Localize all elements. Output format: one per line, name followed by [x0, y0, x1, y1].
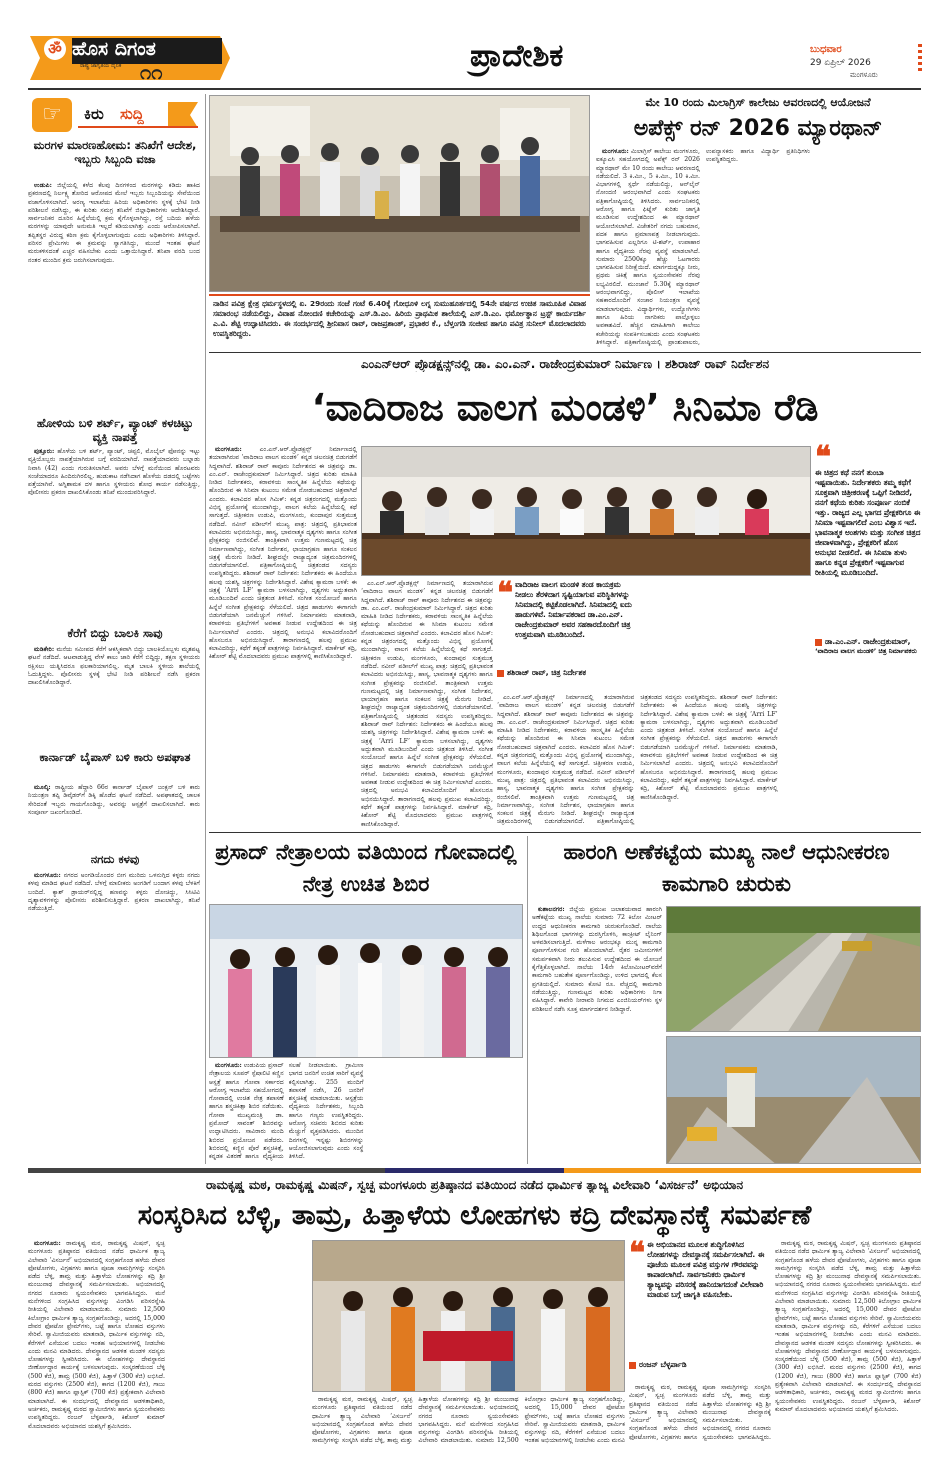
cinema-quote-2-text: ವಾದಿರಾಜ ವಾಲಗ ಮಂಡಳಿ ತಂಡ ಕಾಯಕ್ರಮ ನೀಡಲು ತೆರಳಿದಾಗ ಸೃಷ್ಟಿಯಾಗುವ ಪರಿಸ್ಥಿತಿಗಳನ್ನು ಸಿನಿಮಾದಲ್ಲಿ ಕಟ್ಟಿಕೊಡಲಾಗಿದೆ. ಸಿನಿಮಾದಲ್ಲಿ ಐದು ಹಾಡುಗಳಿವೆ. ನಿರ್ಮಾಪಕರಾದ ಡಾ.ಎಂ.ಎನ್. ರಾಜೇಂದ್ರಕುಮಾರ್ ಅವರ ಸಹಕಾರದೊಂದಿಗೆ ಚಿತ್ರ ಉತ್ತಮವಾಗಿ ಮೂಡಿಬಂದಿದೆ. [515, 580, 632, 639]
newspaper-logo: ಹೊಸ ದಿಗಂತ [72, 38, 156, 60]
cinema-body-lower: ಎಂ.ಎನ್.ಆರ್.ಪ್ರೊಡಕ್ಷನ್ಸ್ ನಿರ್ಮಾಣದಲ್ಲಿ ತಯಾರಾಗಿರುವ ‘ವಾದಿರಾಜ ವಾಲಗ ಮಂಡಳಿ’ ಕನ್ನಡ ಚಲನಚಿತ್ರ ಬಿಡುಗಡೆಗೆ ಸಿದ್ಧವಾಗಿದೆ. ಶಶಿರಾಜ್ ರಾವ್ ಕಾವೂರು ನಿರ್ದೇಶನದ ಈ ಚಿತ್ರವನ್ನು ಡಾ. ಎಂ.ಎನ್. ರಾಜೇಂದ್ರಕುಮಾರ್ ನಿರ್ಮಿಸಿದ್ದಾರೆ. ಚಿತ್ರದ ಕುರಿತು ಮಾಹಿತಿ ನೀಡಿದ ನಿರ್ದೇಶಕರು, ಕರಾವಳಿಯ ಸಾಂಸ್ಕೃತಿಕ ಹಿನ್ನೆಲೆಯ ಕಥೆಯನ್ನು ಹೊಂದಿರುವ ಈ ಸಿನಿಮಾ ಕುಟುಂಬ ಸಮೇತ ನೋಡಬಹುದಾದ ಚಿತ್ರವಾಗಿದೆ ಎಂದರು. ಕಲಾವಿದರ ಹೊಸ ಗಿಮಿಕ್: ಕನ್ನಡ ಚಿತ್ರರಂಗದಲ್ಲಿ ಮತ್ತೊಂದು ವಿಭಿನ್ನ ಪ್ರಯೋಗಕ್ಕೆ ಮುಂದಾಗಿದ್ದು, ವಾಲಗ ಕಲೆಯ ಹಿನ್ನೆಲೆಯಲ್ಲಿ ಕಥೆ ಸಾಗುತ್ತದೆ. ಚಿತ್ರೀಕರಣ ಉಡುಪಿ, ಮಂಗಳೂರು, ಕುಂದಾಪುರ ಸುತ್ತಮುತ್ತ ನಡೆದಿದೆ. ನವೀನ್ ಪಡೀಲ್‌ಗೆ ಮುಖ್ಯ ಪಾತ್ರ: ಚಿತ್ರದಲ್ಲಿ ಪ್ರತಿಭಾವಂತ ಕಲಾವಿದರು ಅಭಿನಯಿಸಿದ್ದು, ಹಾಸ್ಯ, ಭಾವನಾತ್ಮಕ ದೃಶ್ಯಗಳು ಹಾಗೂ ಸಂಗೀತ ಪ್ರೇಕ್ಷಕರನ್ನು ರಂಜಿಸಲಿವೆ. ತಾಂತ್ರಿಕವಾಗಿ ಉತ್ತಮ ಗುಣಮಟ್ಟದಲ್ಲಿ ಚಿತ್ರ ನಿರ್ಮಾಣವಾಗಿದ್ದು, ಸಂಗೀತ ನಿರ್ದೇಶನ, ಛಾಯಾಗ್ರಹಣ ಹಾಗೂ ಸಂಕಲನ ಚಿತ್ರಕ್ಕೆ ಮೆರುಗು ನೀಡಿದೆ. ಶೀಘ್ರದಲ್ಲೇ ರಾಜ್ಯಾದ್ಯಂತ ಚಿತ್ರಮಂದಿರಗಳಲ್ಲಿ ಬಿಡುಗಡೆಯಾಗಲಿದೆ. ಪತ್ರಿಕಾಗೋಷ್ಠಿಯಲ್ಲಿ ಚಿತ್ರತಂಡದ ಸದಸ್ಯರು ಉಪಸ್ಥಿತರಿದ್ದರು. ಶಶಿರಾಜ್ ರಾವ್ ನಿರ್ದೇಶನ: ನಿರ್ದೇಶಕರು ಈ ಹಿಂದೆಯೂ ಹಲವು ಯಶಸ್ವಿ ಚಿತ್ರಗಳನ್ನು ನಿರ್ದೇಶಿಸಿದ್ದಾರೆ. ವಿಶೇಷ ಕ್ಯಾಮರಾ ಬಳಕೆ: ಈ ಚಿತ್ರಕ್ಕೆ ‘Arri LF’ ಕ್ಯಾಮರಾ ಬಳಸಲಾಗಿದ್ದು, ದೃಶ್ಯಗಳು ಅದ್ಭುತವಾಗಿ ಮೂಡಿಬಂದಿವೆ ಎಂದು ಚಿತ್ರತಂಡ ತಿಳಿಸಿದೆ. ಸಂಗೀತ ಸಂಯೋಜನೆ ಹಾಗೂ ಹಿನ್ನೆಲೆ ಸಂಗೀತ ಪ್ರೇಕ್ಷಕರನ್ನು ಸೆಳೆಯಲಿದೆ. ಚಿತ್ರದ ಹಾಡುಗಳು ಈಗಾಗಲೇ ಬಿಡುಗಡೆಯಾಗಿ ಜನಮೆಚ್ಚುಗೆ ಗಳಿಸಿವೆ. ನಿರ್ಮಾಪಕರು ಮಾತನಾಡಿ, ಕರಾವಳಿಯ ಪ್ರತಿಭೆಗಳಿಗೆ ಅವಕಾಶ ನೀಡುವ ಉದ್ದೇಶದಿಂದ ಈ ಚಿತ್ರ ನಿರ್ಮಿಸಲಾಗಿದೆ ಎಂದರು. ಚಿತ್ರದಲ್ಲಿ ಅನುಭವಿ ಕಲಾವಿದರೊಂದಿಗೆ ಹೊಸಬರೂ ಅಭಿನಯಿಸಿದ್ದಾರೆ. ತಾರಾಗಣದಲ್ಲಿ ಹಲವು ಪ್ರಮುಖ ಕಲಾವಿದರಿದ್ದು, ಕಥೆಗೆ ತಕ್ಕಂತೆ ಪಾತ್ರಗಳನ್ನು ನಿರ್ವಹಿಸಿದ್ದಾರೆ. ಮಾರ್ಕೆಟ್ ಕದ್ರಿ, ಕಿಶೋರ್ ಶೆಟ್ಟಿ ಮೊದಲಾದವರು ಪ್ರಮುಖ ಪಾತ್ರಗಳಲ್ಲಿ ಕಾಣಿಸಿಕೊಂಡಿದ್ದಾರೆ. [497, 694, 778, 826]
cinema-quote-1-credit: ಡಾ.ಎಂ.ಎನ್. ರಾಜೇಂದ್ರಕುಮಾರ್, [815, 637, 921, 647]
harangi-photo-canal [666, 906, 921, 1032]
ramakrishna-quote [629, 1236, 771, 1380]
brief-body-5: ಮಂಗಳೂರು: ನಗರದ ಅಂಗಡಿಯೊಂದರ ಬೀಗ ಮುರಿದು ಒಳನುಗ್ಗಿದ ಕಳ್ಳರು ನಗದು ಕಳವು ಮಾಡಿದ ಘಟನೆ ನಡೆದಿದೆ. ಬೆಳಗ್ಗೆ ಮಾಲೀಕರು ಅಂಗಡಿಗೆ ಬಂದಾಗ ಕಳವು ಬೆಳಕಿಗೆ ಬಂದಿದೆ. ಕ್ಯಾಶ್ ಡ್ರಾಯರ್‌ನಲ್ಲಿದ್ದ ಹಣವನ್ನು ಕಳ್ಳರು ದೋಚಿದ್ದು, ಸಿಸಿಟಿವಿ ದೃಶ್ಯಾವಳಿಗಳನ್ನು ಪೊಲೀಸರು ಪರಿಶೀಲಿಸುತ್ತಿದ್ದಾರೆ. ಪ್ರಕರಣ ದಾಖಲಾಗಿದ್ದು, ತನಿಖೆ ನಡೆಯುತ್ತಿದೆ. [28, 872, 200, 913]
eye-camp-body: ಮಂಗಳೂರು: ಉಡುಪಿಯ ಪ್ರಸಾದ್ ನೇತ್ರಾಲಯ ಸೂಪರ್ ಸ್ಪೆಷಾಲಿಟಿ ಕಣ್ಣಿನ ಆಸ್ಪತ್ರೆ ಹಾಗೂ ಗೋವಾ ಸರ್ಕಾರದ ಆರೋಗ್ಯ ಇಲಾಖೆಯ ಸಹಯೋಗದಲ್ಲಿ ಗೋವಾದಲ್ಲಿ ಉಚಿತ ನೇತ್ರ ತಪಾಸಣೆ ಹಾಗೂ ಶಸ್ತ್ರಚಿಕಿತ್ಸಾ ಶಿಬಿರ ನಡೆಯಿತು. ಗೋವಾ ಮುಖ್ಯಮಂತ್ರಿ ಡಾ. ಪ್ರಮೋದ್ ಸಾವಂತ್ ಶಿಬಿರವನ್ನು ಉದ್ಘಾಟಿಸಿದರು. ಸಾವಿರಾರು ಮಂದಿ ಶಿಬಿರದ ಪ್ರಯೋಜನ ಪಡೆದರು. ಶಿಬಿರದಲ್ಲಿ ಕಣ್ಣಿನ ಪೊರೆ ಶಸ್ತ್ರಚಿಕಿತ್ಸೆ, ಕನ್ನಡಕ ವಿತರಣೆ ಹಾಗೂ ವೈದ್ಯಕೀಯ ಸಲಹೆ ನೀಡಲಾಯಿತು. ಗ್ರಾಮೀಣ ಭಾಗದ ಜನರಿಗೆ ಉಚಿತ ಸಾರಿಗೆ ವ್ಯವಸ್ಥೆ ಕಲ್ಪಿಸಲಾಗಿತ್ತು. 255 ಮಂದಿಗೆ ತಪಾಸಣೆ ನಡೆಸಿ, 26 ಜನರಿಗೆ ಶಸ್ತ್ರಚಿಕಿತ್ಸೆ ಮಾಡಲಾಯಿತು. ಆಸ್ಪತ್ರೆಯ ವೈದ್ಯಕೀಯ ನಿರ್ದೇಶಕರು, ಸಿಬ್ಬಂದಿ ಹಾಗೂ ಗಣ್ಯರು ಉಪಸ್ಥಿತರಿದ್ದರು. ಆರೋಗ್ಯ ಸಚಿವರು ಶಿಬಿರದ ಕುರಿತು ಮೆಚ್ಚುಗೆ ವ್ಯಕ್ತಪಡಿಸಿದರು. ಮುಂದಿನ ದಿನಗಳಲ್ಲಿ ಇನ್ನಷ್ಟು ಶಿಬಿರಗಳನ್ನು ಆಯೋಜಿಸಲಾಗುವುದು ಎಂದು ಸಂಸ್ಥೆ ತಿಳಿಸಿದೆ. [209, 1062, 364, 1161]
brief-body-4: ಮೂಲ್ಕಿ: ರಾಷ್ಟ್ರೀಯ ಹೆದ್ದಾರಿ 66ರ ಕಾರ್ನಾಡ್ ಬೈಪಾಸ್ ಜಂಕ್ಷನ್ ಬಳಿ ಕಾರು ನಿಯಂತ್ರಣ ತಪ್ಪಿ ಡಿವೈಡರ್‌ಗೆ ಡಿಕ್ಕಿ ಹೊಡೆದ ಘಟನೆ ನಡೆದಿದೆ. ಅಪಘಾತದಲ್ಲಿ ಚಾಲಕ ಸೇರಿದಂತೆ ಇಬ್ಬರು ಗಾಯಗೊಂಡಿದ್ದು, ಅವರನ್ನು ಆಸ್ಪತ್ರೆಗೆ ದಾಖಲಿಸಲಾಗಿದೆ. ಕಾರು ಸಂಪೂರ್ಣ ಜಖಂಗೊಂಡಿದೆ. [28, 784, 200, 816]
newspaper-tagline: ರಾಷ್ಟ್ರ ಜಾಗೃತಿಯ ದೈನಿಕ [80, 63, 122, 69]
brief-body-1: ಉಡುಪಿ: ಜಿಲ್ಲೆಯಲ್ಲಿ ಕಳೆದ ಕೆಲವು ದಿನಗಳಿಂದ ಮರಗಳನ್ನು ಕಡಿದು ಹಾಕಿದ ಪ್ರಕರಣದಲ್ಲಿ ನಿರ್ಲಕ್ಷ್ಯ ತೋರಿದ ಆರೋಪದ ಮೇಲೆ ಇಬ್ಬರು ಸಿಬ್ಬಂದಿಯನ್ನು ಸೇವೆಯಿಂದ ವಜಾಗೊಳಿಸಲಾಗಿದೆ. ಅರಣ್ಯ ಇಲಾಖೆಯ ಹಿರಿಯ ಅಧಿಕಾರಿಗಳು ಸ್ಥಳಕ್ಕೆ ಭೇಟಿ ನೀಡಿ ಪರಿಶೀಲನೆ ನಡೆಸಿದ್ದು, ಈ ಕುರಿತು ಸಮಗ್ರ ತನಿಖೆಗೆ ಜಿಲ್ಲಾಧಿಕಾರಿಗಳು ಆದೇಶಿಸಿದ್ದಾರೆ. ಸಾರ್ವಜನಿಕರ ದೂರಿನ ಹಿನ್ನೆಲೆಯಲ್ಲಿ ಕ್ರಮ ಕೈಗೊಳ್ಳಲಾಗಿದ್ದು, ರಸ್ತೆ ಬದಿಯ ಹಳೆಯ ಮರಗಳನ್ನು ಯಾವುದೇ ಅನುಮತಿ ಇಲ್ಲದೆ ಕಡಿಯಲಾಗಿತ್ತು ಎಂದು ಆರೋಪಿಸಲಾಗಿದೆ. ತಪ್ಪಿತಸ್ಥರ ವಿರುದ್ಧ ಕಠಿಣ ಕ್ರಮ ಕೈಗೊಳ್ಳಲಾಗುವುದು ಎಂದು ಅಧಿಕಾರಿಗಳು ತಿಳಿಸಿದ್ದಾರೆ. ಪರಿಸರ ಪ್ರೇಮಿಗಳು ಈ ಕ್ರಮವನ್ನು ಸ್ವಾಗತಿಸಿದ್ದು, ಮುಂದೆ ಇಂತಹ ಘಟನೆ ಮರುಕಳಿಸದಂತೆ ಎಚ್ಚರ ವಹಿಸಬೇಕು ಎಂದು ಒತ್ತಾಯಿಸಿದ್ದಾರೆ. ತನಿಖಾ ವರದಿ ಬಂದ ನಂತರ ಮುಂದಿನ ಕ್ರಮ ಜರುಗಿಸಲಾಗುವುದು. [28, 182, 200, 264]
eye-camp-headline: ಪ್ರಸಾದ್ ನೇತ್ರಾಲಯ ವತಿಯಿಂದ ಗೋವಾದಲ್ಲಿ ನೇತ್ರ ಉಚಿತ ಶಿಬಿರ [215, 840, 517, 896]
section-title: ಪ್ರಾದೇಶಿಕ [470, 38, 564, 74]
cinema-body-left: ಮಂಗಳೂರು: ಎಂ.ಎನ್.ಆರ್.ಪ್ರೊಡಕ್ಷನ್ಸ್ ನಿರ್ಮಾಣದಲ್ಲಿ ತಯಾರಾಗಿರುವ ‘ವಾದಿರಾಜ ವಾಲಗ ಮಂಡಳಿ’ ಕನ್ನಡ ಚಲನಚಿತ್ರ ಬಿಡುಗಡೆಗೆ ಸಿದ್ಧವಾಗಿದೆ. ಶಶಿರಾಜ್ ರಾವ್ ಕಾವೂರು ನಿರ್ದೇಶನದ ಈ ಚಿತ್ರವನ್ನು ಡಾ. ಎಂ.ಎನ್. ರಾಜೇಂದ್ರಕುಮಾರ್ ನಿರ್ಮಿಸಿದ್ದಾರೆ. ಚಿತ್ರದ ಕುರಿತು ಮಾಹಿತಿ ನೀಡಿದ ನಿರ್ದೇಶಕರು, ಕರಾವಳಿಯ ಸಾಂಸ್ಕೃತಿಕ ಹಿನ್ನೆಲೆಯ ಕಥೆಯನ್ನು ಹೊಂದಿರುವ ಈ ಸಿನಿಮಾ ಕುಟುಂಬ ಸಮೇತ ನೋಡಬಹುದಾದ ಚಿತ್ರವಾಗಿದೆ ಎಂದರು. ಕಲಾವಿದರ ಹೊಸ ಗಿಮಿಕ್: ಕನ್ನಡ ಚಿತ್ರರಂಗದಲ್ಲಿ ಮತ್ತೊಂದು ವಿಭಿನ್ನ ಪ್ರಯೋಗಕ್ಕೆ ಮುಂದಾಗಿದ್ದು, ವಾಲಗ ಕಲೆಯ ಹಿನ್ನೆಲೆಯಲ್ಲಿ ಕಥೆ ಸಾಗುತ್ತದೆ. ಚಿತ್ರೀಕರಣ ಉಡುಪಿ, ಮಂಗಳೂರು, ಕುಂದಾಪುರ ಸುತ್ತಮುತ್ತ ನಡೆದಿದೆ. ನವೀನ್ ಪಡೀಲ್‌ಗೆ ಮುಖ್ಯ ಪಾತ್ರ: ಚಿತ್ರದಲ್ಲಿ ಪ್ರತಿಭಾವಂತ ಕಲಾವಿದರು ಅಭಿನಯಿಸಿದ್ದು, ಹಾಸ್ಯ, ಭಾವನಾತ್ಮಕ ದೃಶ್ಯಗಳು ಹಾಗೂ ಸಂಗೀತ ಪ್ರೇಕ್ಷಕರನ್ನು ರಂಜಿಸಲಿವೆ. ತಾಂತ್ರಿಕವಾಗಿ ಉತ್ತಮ ಗುಣಮಟ್ಟದಲ್ಲಿ ಚಿತ್ರ ನಿರ್ಮಾಣವಾಗಿದ್ದು, ಸಂಗೀತ ನಿರ್ದೇಶನ, ಛಾಯಾಗ್ರಹಣ ಹಾಗೂ ಸಂಕಲನ ಚಿತ್ರಕ್ಕೆ ಮೆರುಗು ನೀಡಿದೆ. ಶೀಘ್ರದಲ್ಲೇ ರಾಜ್ಯಾದ್ಯಂತ ಚಿತ್ರಮಂದಿರಗಳಲ್ಲಿ ಬಿಡುಗಡೆಯಾಗಲಿದೆ. ಪತ್ರಿಕಾಗೋಷ್ಠಿಯಲ್ಲಿ ಚಿತ್ರತಂಡದ ಸದಸ್ಯರು ಉಪಸ್ಥಿತರಿದ್ದರು. ಶಶಿರಾಜ್ ರಾವ್ ನಿರ್ದೇಶನ: ನಿರ್ದೇಶಕರು ಈ ಹಿಂದೆಯೂ ಹಲವು ಯಶಸ್ವಿ ಚಿತ್ರಗಳನ್ನು ನಿರ್ದೇಶಿಸಿದ್ದಾರೆ. ವಿಶೇಷ ಕ್ಯಾಮರಾ ಬಳಕೆ: ಈ ಚಿತ್ರಕ್ಕೆ ‘Arri LF’ ಕ್ಯಾಮರಾ ಬಳಸಲಾಗಿದ್ದು, ದೃಶ್ಯಗಳು ಅದ್ಭುತವಾಗಿ ಮೂಡಿಬಂದಿವೆ ಎಂದು ಚಿತ್ರತಂಡ ತಿಳಿಸಿದೆ. ಸಂಗೀತ ಸಂಯೋಜನೆ ಹಾಗೂ ಹಿನ್ನೆಲೆ ಸಂಗೀತ ಪ್ರೇಕ್ಷಕರನ್ನು ಸೆಳೆಯಲಿದೆ. ಚಿತ್ರದ ಹಾಡುಗಳು ಈಗಾಗಲೇ ಬಿಡುಗಡೆಯಾಗಿ ಜನಮೆಚ್ಚುಗೆ ಗಳಿಸಿವೆ. ನಿರ್ಮಾಪಕರು ಮಾತನಾಡಿ, ಕರಾವಳಿಯ ಪ್ರತಿಭೆಗಳಿಗೆ ಅವಕಾಶ ನೀಡುವ ಉದ್ದೇಶದಿಂದ ಈ ಚಿತ್ರ ನಿರ್ಮಿಸಲಾಗಿದೆ ಎಂದರು. ಚಿತ್ರದಲ್ಲಿ ಅನುಭವಿ ಕಲಾವಿದರೊಂದಿಗೆ ಹೊಸಬರೂ ಅಭಿನಯಿಸಿದ್ದಾರೆ. ತಾರಾಗಣದಲ್ಲಿ ಹಲವು ಪ್ರಮುಖ ಕಲಾವಿದರಿದ್ದು, ಕಥೆಗೆ ತಕ್ಕಂತೆ ಪಾತ್ರಗಳನ್ನು ನಿರ್ವಹಿಸಿದ್ದಾರೆ. ಮಾರ್ಕೆಟ್ ಕದ್ರಿ, ಕಿಶೋರ್ ಶೆಟ್ಟಿ ಮೊದಲಾದವರು ಪ್ರಮುಖ ಪಾತ್ರಗಳಲ್ಲಿ ಕಾಣಿಸಿಕೊಂಡಿದ್ದಾರೆ. [209, 446, 357, 661]
ramakrishna-body-under-photo: ರಾಮಕೃಷ್ಣ ಮಠ, ರಾಮಕೃಷ್ಣ ಮಿಷನ್, ಸ್ವಚ್ಛ ಮಂಗಳೂರು ಪ್ರತಿಷ್ಠಾನದ ವತಿಯಿಂದ ನಡೆದ ಧಾರ್ಮಿಕ ತ್ಯಾಜ್ಯ ವಿಲೇವಾರಿ ‘ವಿಸರ್ಜನೆ’ ಅಭಿಯಾನದಲ್ಲಿ ಸಂಗ್ರಹಗೊಂಡ ಹಳೆಯ ದೇವರ ಫೋಟೋಗಳು, ವಿಗ್ರಹಗಳು ಹಾಗೂ ಪೂಜಾ ಸಾಮಗ್ರಿಗಳನ್ನು ಸಂಸ್ಕರಿಸಿ ಪಡೆದ ಬೆಳ್ಳಿ, ತಾಮ್ರ ಮತ್ತು ಹಿತ್ತಾಳೆಯ ಲೋಹಗಳನ್ನು ಕದ್ರಿ ಶ್ರೀ ಮಂಜುನಾಥ ದೇವಸ್ಥಾನಕ್ಕೆ ಸಮರ್ಪಿಸಲಾಯಿತು. ಅಭಿಯಾನದಲ್ಲಿ ನಗರದ ನೂರಾರು ಸ್ವಯಂಸೇವಕರು ಭಾಗವಹಿಸಿದ್ದರು. ಮನೆ ಮನೆಗಳಿಂದ ಸಂಗ್ರಹಿಸಿದ ವಸ್ತುಗಳನ್ನು ವಿಂಗಡಿಸಿ ಪರಿಸರಸ್ನೇಹಿ ರೀತಿಯಲ್ಲಿ ವಿಲೇವಾರಿ ಮಾಡಲಾಯಿತು. ಸುಮಾರು 12,500 ಕಿಲೋಗ್ರಾಂ ಧಾರ್ಮಿಕ ತ್ಯಾಜ್ಯ ಸಂಗ್ರಹಗೊಂಡಿದ್ದು, ಅದರಲ್ಲಿ 15,000 ದೇವರ ಫೋಟೋ ಫ್ರೇಮ್‌ಗಳು, ಬಟ್ಟೆ ಹಾಗೂ ಲೋಹದ ವಸ್ತುಗಳು ಸೇರಿವೆ. ಸ್ವಾಮೀಜಿಯವರು ಮಾತನಾಡಿ, ಧಾರ್ಮಿಕ ವಸ್ತುಗಳನ್ನು ನದಿ, ಕೆರೆಗಳಿಗೆ ಎಸೆಯುವ ಬದಲು ಇಂತಹ ಅಭಿಯಾನಗಳಲ್ಲಿ ನೀಡಬೇಕು ಎಂದು ಮನವಿ [312, 1396, 625, 1445]
marathon-headline: ಅಪೆಕ್ಸ್ ರನ್ 2026 ಮ್ಯಾರಥಾನ್ [633, 116, 883, 141]
marathon-kicker: ಮೇ 10 ರಂದು ಮಿಲಾಗ್ರಿಸ್ ಕಾಲೇಜು ಆವರಣದಲ್ಲಿ ಆಯೋಜನೆ [645, 96, 871, 109]
ramakrishna-quote-text: ಈ ಅಭಿಯಾನದ ಮೂಲಕ ಶುದ್ಧಿಗೊಳಿಸಿದ ಲೋಹಗಳನ್ನು ದೇವಸ್ಥಾನಕ್ಕೆ ಸಮರ್ಪಿಸಲಾಗಿದೆ. ಈ ಪೂಜೆಯ ಮೂಲಕ ಪವಿತ್ರ ವಸ್ತುಗಳ ಗೌರವವನ್ನು ಕಾಪಾಡಲಾಗಿದೆ. ಸಾರ್ವಜನಿಕರು ಧಾರ್ಮಿಕ ತ್ಯಾಜ್ಯವನ್ನು ಪರಿಸರಕ್ಕೆ ಹಾನಿಯಾಗದಂತೆ ವಿಲೇವಾರಿ ಮಾಡುವ ಬಗ್ಗೆ ಜಾಗೃತಿ ವಹಿಸಬೇಕು. [647, 1240, 765, 1299]
issue-city: ಮಂಗಳೂರು [850, 71, 878, 79]
quote-mark-icon: ❝ [815, 440, 832, 475]
ramakrishna-photo [312, 1240, 625, 1392]
briefs-header [28, 96, 202, 134]
marathon-body: ಮಂಗಳೂರು: ಮಿಲಾಗ್ರಿಸ್ ಕಾಲೇಜು ಮಂಗಳೂರು, ಐಕ್ಯೂಎಸಿ ಸಹಯೋಗದಲ್ಲಿ ಅಪೆಕ್ಸ್ ರನ್ 2026 ಮ್ಯಾರಥಾನ್ ಮೇ 10 ರಂದು ಕಾಲೇಜು ಆವರಣದಲ್ಲಿ ನಡೆಯಲಿದೆ. 3 ಕಿ.ಮೀ., 5 ಕಿ.ಮೀ., 10 ಕಿ.ಮೀ. ವಿಭಾಗಗಳಲ್ಲಿ ಸ್ಪರ್ಧೆ ನಡೆಯಲಿದ್ದು, ಆನ್‌ಲೈನ್ ನೋಂದಣಿ ಆರಂಭವಾಗಿದೆ ಎಂದು ಸಂಘಟಕರು ಪತ್ರಿಕಾಗೋಷ್ಠಿಯಲ್ಲಿ ತಿಳಿಸಿದರು. ಸಾರ್ವಜನಿಕರಲ್ಲಿ ಆರೋಗ್ಯ ಹಾಗೂ ಫಿಟ್ನೆಸ್ ಕುರಿತು ಜಾಗೃತಿ ಮೂಡಿಸುವ ಉದ್ದೇಶದಿಂದ ಈ ಮ್ಯಾರಥಾನ್ ಆಯೋಜಿಸಲಾಗಿದೆ. ವಿಜೇತರಿಗೆ ನಗದು ಬಹುಮಾನ, ಪದಕ ಹಾಗೂ ಪ್ರಮಾಣಪತ್ರ ನೀಡಲಾಗುವುದು. ಭಾಗವಹಿಸುವ ಎಲ್ಲರಿಗೂ ಟಿ-ಶರ್ಟ್, ಉಪಾಹಾರ ಹಾಗೂ ವೈದ್ಯಕೀಯ ನೆರವು ವ್ಯವಸ್ಥೆ ಮಾಡಲಾಗಿದೆ. ಸುಮಾರು 2500ಕ್ಕೂ ಹೆಚ್ಚು ಓಟಗಾರರು ಭಾಗವಹಿಸುವ ನಿರೀಕ್ಷೆಯಿದೆ. ಮಾರ್ಗದುದ್ದಕ್ಕೂ ನೀರು, ಪ್ರಥಮ ಚಿಕಿತ್ಸೆ ಹಾಗೂ ಸ್ವಯಂಸೇವಕರ ನೆರವು ಲಭ್ಯವಿರಲಿದೆ. ಮುಂಜಾನೆ 5.30ಕ್ಕೆ ಮ್ಯಾರಥಾನ್ ಆರಂಭವಾಗಲಿದ್ದು, ಪೊಲೀಸ್ ಇಲಾಖೆಯ ಸಹಕಾರದೊಂದಿಗೆ ಸಂಚಾರ ನಿಯಂತ್ರಣ ವ್ಯವಸ್ಥೆ ಮಾಡಲಾಗುವುದು. ವಿದ್ಯಾರ್ಥಿಗಳು, ಉದ್ಯೋಗಿಗಳು ಹಾಗೂ ಹಿರಿಯ ನಾಗರಿಕರು ಪಾಲ್ಗೊಳ್ಳಲು ಅವಕಾಶವಿದೆ. ಹೆಚ್ಚಿನ ಮಾಹಿತಿಗಾಗಿ ಕಾಲೇಜು ಕಚೇರಿಯನ್ನು ಸಂಪರ್ಕಿಸಬಹುದು ಎಂದು ಸಂಘಟಕರು ತಿಳಿಸಿದ್ದಾರೆ. ಪತ್ರಿಕಾಗೋಷ್ಠಿಯಲ್ಲಿ ಪ್ರಾಂಶುಪಾಲರು, ಉಪನ್ಯಾಸಕರು ಹಾಗೂ ವಿದ್ಯಾರ್ಥಿ ಪ್ರತಿನಿಧಿಗಳು ಉಪಸ್ಥಿತರಿದ್ದರು. [596, 148, 810, 346]
briefs-header-underline [78, 126, 198, 128]
brief-body-3: ಮಡಿಕೇರಿ: ಮನೆಯ ಸಮೀಪದ ಕೆರೆಗೆ ಆಕಸ್ಮಿಕವಾಗಿ ಬಿದ್ದು ಬಾಲಕಿಯೊಬ್ಬಳು ಮೃತಪಟ್ಟ ಘಟನೆ ನಡೆದಿದೆ. ಆಟವಾಡುತ್ತಿದ್ದ ವೇಳೆ ಕಾಲು ಜಾರಿ ಕೆರೆಗೆ ಬಿದ್ದಿದ್ದು, ತಕ್ಷಣ ಸ್ಥಳೀಯರು ರಕ್ಷಿಸಲು ಯತ್ನಿಸಿದರೂ ಫಲಕಾರಿಯಾಗಲಿಲ್ಲ. ಮೃತ ಬಾಲಕಿ ಸ್ಥಳೀಯ ಶಾಲೆಯಲ್ಲಿ ಓದುತ್ತಿದ್ದಳು. ಪೊಲೀಸರು ಸ್ಥಳಕ್ಕೆ ಭೇಟಿ ನೀಡಿ ಪರಿಶೀಲನೆ ನಡೆಸಿ ಪ್ರಕರಣ ದಾಖಲಿಸಿಕೊಂಡಿದ್ದಾರೆ. [28, 646, 200, 687]
briefs-divider [205, 94, 206, 1164]
issue-day: ಬುಧವಾರ [810, 44, 842, 55]
brief-title-5: ನಗದು ಕಳವು [90, 852, 140, 866]
quote-mark-icon: ❝ [629, 1236, 646, 1271]
ramakrishna-kicker: ರಾಮಕೃಷ್ಣ ಮಠ, ರಾಮಕೃಷ್ಣ ಮಿಷನ್, ಸ್ವಚ್ಛ ಮಂಗಳೂರು ಪ್ರತಿಷ್ಠಾನದ ವತಿಯಿಂದ ನಡೆದ ಧಾರ್ಮಿಕ ತ್ಯಾಜ್ಯ ವಿಲೇವಾರಿ ‘ವಿಸರ್ಜನೆ’ ಅಭಿಯಾನ [205, 1178, 744, 1192]
cinema-quote-2 [497, 576, 637, 690]
cinema-body-mid: ಎಂ.ಎನ್.ಆರ್.ಪ್ರೊಡಕ್ಷನ್ಸ್ ನಿರ್ಮಾಣದಲ್ಲಿ ತಯಾರಾಗಿರುವ ‘ವಾದಿರಾಜ ವಾಲಗ ಮಂಡಳಿ’ ಕನ್ನಡ ಚಲನಚಿತ್ರ ಬಿಡುಗಡೆಗೆ ಸಿದ್ಧವಾಗಿದೆ. ಶಶಿರಾಜ್ ರಾವ್ ಕಾವೂರು ನಿರ್ದೇಶನದ ಈ ಚಿತ್ರವನ್ನು ಡಾ. ಎಂ.ಎನ್. ರಾಜೇಂದ್ರಕುಮಾರ್ ನಿರ್ಮಿಸಿದ್ದಾರೆ. ಚಿತ್ರದ ಕುರಿತು ಮಾಹಿತಿ ನೀಡಿದ ನಿರ್ದೇಶಕರು, ಕರಾವಳಿಯ ಸಾಂಸ್ಕೃತಿಕ ಹಿನ್ನೆಲೆಯ ಕಥೆಯನ್ನು ಹೊಂದಿರುವ ಈ ಸಿನಿಮಾ ಕುಟುಂಬ ಸಮೇತ ನೋಡಬಹುದಾದ ಚಿತ್ರವಾಗಿದೆ ಎಂದರು. ಕಲಾವಿದರ ಹೊಸ ಗಿಮಿಕ್: ಕನ್ನಡ ಚಿತ್ರರಂಗದಲ್ಲಿ ಮತ್ತೊಂದು ವಿಭಿನ್ನ ಪ್ರಯೋಗಕ್ಕೆ ಮುಂದಾಗಿದ್ದು, ವಾಲಗ ಕಲೆಯ ಹಿನ್ನೆಲೆಯಲ್ಲಿ ಕಥೆ ಸಾಗುತ್ತದೆ. ಚಿತ್ರೀಕರಣ ಉಡುಪಿ, ಮಂಗಳೂರು, ಕುಂದಾಪುರ ಸುತ್ತಮುತ್ತ ನಡೆದಿದೆ. ನವೀನ್ ಪಡೀಲ್‌ಗೆ ಮುಖ್ಯ ಪಾತ್ರ: ಚಿತ್ರದಲ್ಲಿ ಪ್ರತಿಭಾವಂತ ಕಲಾವಿದರು ಅಭಿನಯಿಸಿದ್ದು, ಹಾಸ್ಯ, ಭಾವನಾತ್ಮಕ ದೃಶ್ಯಗಳು ಹಾಗೂ ಸಂಗೀತ ಪ್ರೇಕ್ಷಕರನ್ನು ರಂಜಿಸಲಿವೆ. ತಾಂತ್ರಿಕವಾಗಿ ಉತ್ತಮ ಗುಣಮಟ್ಟದಲ್ಲಿ ಚಿತ್ರ ನಿರ್ಮಾಣವಾಗಿದ್ದು, ಸಂಗೀತ ನಿರ್ದೇಶನ, ಛಾಯಾಗ್ರಹಣ ಹಾಗೂ ಸಂಕಲನ ಚಿತ್ರಕ್ಕೆ ಮೆರುಗು ನೀಡಿದೆ. ಶೀಘ್ರದಲ್ಲೇ ರಾಜ್ಯಾದ್ಯಂತ ಚಿತ್ರಮಂದಿರಗಳಲ್ಲಿ ಬಿಡುಗಡೆಯಾಗಲಿದೆ. ಪತ್ರಿಕಾಗೋಷ್ಠಿಯಲ್ಲಿ ಚಿತ್ರತಂಡದ ಸದಸ್ಯರು ಉಪಸ್ಥಿತರಿದ್ದರು. ಶಶಿರಾಜ್ ರಾವ್ ನಿರ್ದೇಶನ: ನಿರ್ದೇಶಕರು ಈ ಹಿಂದೆಯೂ ಹಲವು ಯಶಸ್ವಿ ಚಿತ್ರಗಳನ್ನು ನಿರ್ದೇಶಿಸಿದ್ದಾರೆ. ವಿಶೇಷ ಕ್ಯಾಮರಾ ಬಳಕೆ: ಈ ಚಿತ್ರಕ್ಕೆ ‘Arri LF’ ಕ್ಯಾಮರಾ ಬಳಸಲಾಗಿದ್ದು, ದೃಶ್ಯಗಳು ಅದ್ಭುತವಾಗಿ ಮೂಡಿಬಂದಿವೆ ಎಂದು ಚಿತ್ರತಂಡ ತಿಳಿಸಿದೆ. ಸಂಗೀತ ಸಂಯೋಜನೆ ಹಾಗೂ ಹಿನ್ನೆಲೆ ಸಂಗೀತ ಪ್ರೇಕ್ಷಕರನ್ನು ಸೆಳೆಯಲಿದೆ. ಚಿತ್ರದ ಹಾಡುಗಳು ಈಗಾಗಲೇ ಬಿಡುಗಡೆಯಾಗಿ ಜನಮೆಚ್ಚುಗೆ ಗಳಿಸಿವೆ. ನಿರ್ಮಾಪಕರು ಮಾತನಾಡಿ, ಕರಾವಳಿಯ ಪ್ರತಿಭೆಗಳಿಗೆ ಅವಕಾಶ ನೀಡುವ ಉದ್ದೇಶದಿಂದ ಈ ಚಿತ್ರ ನಿರ್ಮಿಸಲಾಗಿದೆ ಎಂದರು. ಚಿತ್ರದಲ್ಲಿ ಅನುಭವಿ ಕಲಾವಿದರೊಂದಿಗೆ ಹೊಸಬರೂ ಅಭಿನಯಿಸಿದ್ದಾರೆ. ತಾರಾಗಣದಲ್ಲಿ ಹಲವು ಪ್ರಮುಖ ಕಲಾವಿದರಿದ್ದು, ಕಥೆಗೆ ತಕ್ಕಂತೆ ಪಾತ್ರಗಳನ್ನು ನಿರ್ವಹಿಸಿದ್ದಾರೆ. ಮಾರ್ಕೆಟ್ ಕದ್ರಿ, ಕಿಶೋರ್ ಶೆಟ್ಟಿ ಮೊದಲಾದವರು ಪ್ರಮುಖ ಪಾತ್ರಗಳಲ್ಲಿ ಕಾಣಿಸಿಕೊಂಡಿದ್ದಾರೆ. [361, 580, 493, 828]
hand-icon: ☞ [32, 98, 72, 132]
brief-body-2: ಪುತ್ತೂರು: ಹೊಳೆಯ ಬಳಿ ಶರ್ಟ್, ಪ್ಯಾಂಟ್, ಚಪ್ಪಲಿ, ಮೊಬೈಲ್ ಫೋನನ್ನು ಇಟ್ಟು ವ್ಯಕ್ತಿಯೊಬ್ಬರು ನಾಪತ್ತೆಯಾಗಿರುವ ಬಗ್ಗೆ ವರದಿಯಾಗಿದೆ. ನಾಪತ್ತೆಯಾದವರು ಬಲ್ನಾಡು ನಿವಾಸಿ (42) ಎಂದು ಗುರುತಿಸಲಾಗಿದೆ. ಅವರು ಬೆಳಗ್ಗೆ ಮನೆಯಿಂದ ಹೊರಟವರು ಸಂಜೆಯಾದರೂ ಹಿಂದಿರುಗಿರಲಿಲ್ಲ. ಹುಡುಕಾಟ ನಡೆಸಿದಾಗ ಹೊಳೆಯ ದಡದಲ್ಲಿ ಬಟ್ಟೆಗಳು ಪತ್ತೆಯಾಗಿವೆ. ಅಗ್ನಿಶಾಮಕ ದಳ ಹಾಗೂ ಸ್ಥಳೀಯರು ಶೋಧ ಕಾರ್ಯ ನಡೆಸುತ್ತಿದ್ದು, ಪೊಲೀಸರು ಪ್ರಕರಣ ದಾಖಲಿಸಿಕೊಂಡು ತನಿಖೆ ಮುಂದುವರಿಸಿದ್ದಾರೆ. [28, 448, 200, 497]
briefs-header-arrow [168, 102, 198, 128]
brief-title-3: ಕೆರೆಗೆ ಬಿದ್ದು ಬಾಲಕಿ ಸಾವು [67, 626, 163, 640]
brief-title-4: ಕಾರ್ನಾಡ್ ಬೈಪಾಸ್ ಬಳಿ ಕಾರು ಅಪಘಾತ [39, 750, 191, 764]
marathon-photo [209, 95, 590, 292]
cinema-photo [361, 446, 811, 576]
cinema-quote-2-credit: ಶಶಿರಾಜ್ ರಾವ್, ಚಿತ್ರ ನಿರ್ದೇಶಕ [497, 668, 637, 678]
eye-camp-photo [209, 904, 523, 1058]
cinema-kicker: ಎಂಎನ್ಆರ್ ಪ್ರೊಡಕ್ಷನ್ಸ್‌ನಲ್ಲಿ ಡಾ. ಎಂ.ಎನ್. ರಾಜೇಂದ್ರಕುಮಾರ್ ನಿರ್ಮಾಣ । ಶಶಿರಾಜ್ ರಾವ್ ನಿರ್ದೇಶನ [361, 357, 769, 371]
harangi-photo-site [666, 1036, 921, 1164]
briefs-label-a: ಕಿರು [84, 105, 104, 123]
ramakrishna-quote-credit: ರಂಜನ್ ಬೆಳ್ಳರ್ಪಾಡಿ [629, 1360, 771, 1370]
masthead-rule [28, 88, 921, 90]
eye-harangi-divider [527, 836, 528, 1164]
brief-title-2: ಹೋಳಿಯ ಬಳಿ ಶರ್ಟ್, ಪ್ಯಾಂಟ್ ಕಳಚಿಟ್ಟು ವ್ಯಕ್ತಿ ನಾಪತ್ತೆ [36, 416, 194, 444]
issue-date: 29 ಏಪ್ರಿಲ್ 2026 [810, 58, 871, 68]
marathon-bottom-rule [209, 352, 921, 353]
masthead [0, 0, 945, 92]
cinema-quote-1 [815, 440, 921, 666]
ramakrishna-headline: ಸಂಸ್ಕರಿಸಿದ ಬೆಳ್ಳಿ, ತಾಮ್ರ, ಹಿತ್ತಾಳೆಯ ಲೋಹಗಳು ಕದ್ರಿ ದೇವಸ್ಥಾನಕ್ಕೆ ಸಮರ್ಪಣೆ [137, 1200, 812, 1231]
harangi-headline: ಹಾರಂಗಿ ಅಣೆಕಟ್ಟೆಯ ಮುಖ್ಯ ನಾಲೆ ಆಧುನೀಕರಣ ಕಾಮಗಾರಿ ಚುರುಕು [563, 840, 890, 896]
cinema-quote-1-text: ಈ ಚಿತ್ರದ ಕಥೆ ನನಗೆ ತುಂಬಾ ಇಷ್ಟವಾಯಿತು. ನಿರ್ದೇಶಕರು ತಮ್ಮ ಕಥೆಗೆ ಸೂಕ್ತವಾಗಿ ಚಿತ್ರೀಕರಣಕ್ಕೆ ಒಪ್ಪಿಗೆ ನೀಡಿದರೆ, ನನಗೆ ಕಥೆಯ ಕುರಿತು ಸಂಪೂರ್ಣ ನಂಬಿಕೆ ಇತ್ತು. ರಾಜ್ಯದ ಎಲ್ಲ ಭಾಗದ ಪ್ರೇಕ್ಷಕರಿಗೂ ಈ ಸಿನಿಮಾ ಇಷ್ಟವಾಗಲಿದೆ ಎಂಬ ವಿಶ್ವಾಸ ಇದೆ. ಭಾವನಾತ್ಮಕ ಅಂಶಗಳು ಮತ್ತು ಸಂಗೀತ ಚಿತ್ರದ ಜೀವಾಳವಾಗಿದ್ದು, ಪ್ರೇಕ್ಷಕರಿಗೆ ಹೊಸ ಅನುಭವ ನೀಡಲಿದೆ. ಈ ಸಿನಿಮಾ ತುಳು ಹಾಗೂ ಕನ್ನಡ ಪ್ರೇಕ್ಷಕರಿಗೆ ಇಷ್ಟವಾಗುವ ರೀತಿಯಲ್ಲಿ ಮೂಡಿಬಂದಿದೆ. [815, 468, 921, 577]
ramakrishna-color-band [28, 1168, 921, 1173]
cinema-quote-1-role: ‘ವಾದಿರಾಜ ವಾಲಗ ಮಂಡಳಿ’ ಚಿತ್ರ ನಿರ್ಮಾಪಕರು [815, 647, 917, 655]
quote-mark-icon: ❝ [497, 576, 514, 611]
briefs-label-b: ಸುದ್ದಿ [120, 105, 144, 123]
briefs-column [28, 94, 202, 1164]
cinema-bottom-rule [209, 832, 921, 833]
page-number: ೧೧ [140, 60, 163, 84]
harangi-body: ಕುಶಾಲನಗರ: ಜಿಲ್ಲೆಯ ಪ್ರಮುಖ ಜಲಾಶಯವಾದ ಹಾರಂಗಿ ಅಣೆಕಟ್ಟೆಯ ಮುಖ್ಯ ನಾಲೆಯ ಸುಮಾರು 72 ಕಿಲೋ ಮೀಟರ್ ಉದ್ದದ ಆಧುನೀಕರಣ ಕಾಮಗಾರಿ ಚುರುಕುಗೊಂಡಿದೆ. ನಾಲೆಯ ಶಿಥಿಲಗೊಂಡ ಭಾಗಗಳನ್ನು ದುರಸ್ತಿಗೊಳಿಸಿ, ಕಾಂಕ್ರೀಟ್ ಲೈನಿಂಗ್ ಅಳವಡಿಸಲಾಗುತ್ತಿದೆ. ಮಳೆಗಾಲ ಆರಂಭಕ್ಕೂ ಮುನ್ನ ಕಾಮಗಾರಿ ಪೂರ್ಣಗೊಳಿಸುವ ಗುರಿ ಹೊಂದಲಾಗಿದೆ. ರೈತರ ಜಮೀನುಗಳಿಗೆ ಸಮರ್ಪಕವಾಗಿ ನೀರು ತಲುಪಿಸುವ ಉದ್ದೇಶದಿಂದ ಈ ಯೋಜನೆ ಕೈಗೆತ್ತಿಕೊಳ್ಳಲಾಗಿದೆ. ನಾಲೆಯ 14ನೇ ಕಿಲೋಮೀಟರ್‌ವರೆಗೆ ಕಾಮಗಾರಿ ಬಹುತೇಕ ಪೂರ್ಣಗೊಂಡಿದ್ದು, ಉಳಿದ ಭಾಗದಲ್ಲಿ ಕೆಲಸ ಪ್ರಗತಿಯಲ್ಲಿದೆ. ಸುಮಾರು ಕೋಟಿ ರೂ. ವೆಚ್ಚದಲ್ಲಿ ಕಾಮಗಾರಿ ನಡೆಯುತ್ತಿದ್ದು, ಗುಣಮಟ್ಟದ ಕುರಿತು ಅಧಿಕಾರಿಗಳು ನಿಗಾ ವಹಿಸಿದ್ದಾರೆ. ಕಾವೇರಿ ನೀರಾವರಿ ನಿಗಮದ ಎಂಜಿನಿಯರ್‌ಗಳು ಸ್ಥಳ ಪರಿಶೀಲನೆ ನಡೆಸಿ ಸೂಕ್ತ ಮಾರ್ಗದರ್ಶನ ನೀಡಿದ್ದಾರೆ. [532, 906, 662, 1013]
page-edge-marker [918, 44, 922, 72]
brief-title-1: ಮರಗಳ ಮಾರಣಹೋಮ: ತನಿಖೆಗೆ ಆದೇಶ, ಇಬ್ಬರು ಸಿಬ್ಬಂದಿ ವಜಾ [33, 138, 197, 166]
ramakrishna-body-mid: ರಾಮಕೃಷ್ಣ ಮಠ, ರಾಮಕೃಷ್ಣ ಮಿಷನ್, ಸ್ವಚ್ಛ ಮಂಗಳೂರು ಪ್ರತಿಷ್ಠಾನದ ವತಿಯಿಂದ ನಡೆದ ಧಾರ್ಮಿಕ ತ್ಯಾಜ್ಯ ವಿಲೇವಾರಿ ‘ವಿಸರ್ಜನೆ’ ಅಭಿಯಾನದಲ್ಲಿ ಸಂಗ್ರಹಗೊಂಡ ಹಳೆಯ ದೇವರ ಫೋಟೋಗಳು, ವಿಗ್ರಹಗಳು ಹಾಗೂ ಪೂಜಾ ಸಾಮಗ್ರಿಗಳನ್ನು ಸಂಸ್ಕರಿಸಿ ಪಡೆದ ಬೆಳ್ಳಿ, ತಾಮ್ರ ಮತ್ತು ಹಿತ್ತಾಳೆಯ ಲೋಹಗಳನ್ನು ಕದ್ರಿ ಶ್ರೀ ಮಂಜುನಾಥ ದೇವಸ್ಥಾನಕ್ಕೆ ಸಮರ್ಪಿಸಲಾಯಿತು. ಅಭಿಯಾನದಲ್ಲಿ ನಗರದ ನೂರಾರು ಸ್ವಯಂಸೇವಕರು ಭಾಗವಹಿಸಿದ್ದರು. [629, 1384, 771, 1441]
cinema-headline: ‘ವಾದಿರಾಜ ವಾಲಗ ಮಂಡಳಿ’ ಸಿನಿಮಾ ರೆಡಿ [311, 386, 819, 429]
marathon-photo-caption-box [209, 294, 590, 348]
marathon-photo-caption: ನಾಡಿನ ಪವಿತ್ರ ಕ್ಷೇತ್ರ ಧರ್ಮಸ್ಥಳದಲ್ಲಿ ಏ. 29ರಂದು ಸಂಜೆ ಗಂಟೆ 6.40ಕ್ಕೆ ಗೋಧೂಳಿ ಲಗ್ನ ಸುಮುಹೂರ್ತದಲ್ಲಿ 54ನೇ ವರ್ಷದ ಉಚಿತ ಸಾಮೂಹಿಕ ವಿವಾಹ ಸಮಾರಂಭ ನಡೆಯಲಿದ್ದು, ವಿವಾಹ ನೋಂದಣಿ ಕಚೇರಿಯನ್ನು ಎಸ್.ಡಿ.ಎಂ. ಹಿರಿಯ ಪ್ರಾಥಮಿಕ ಶಾಲೆಯಲ್ಲಿ ಎಸ್.ಡಿ.ಎಂ. ಧರ್ಮೋತ್ಥಾನ ಟ್ರಸ್ಟ್ ಕಾರ್ಯದರ್ಶಿ ಎ.ವಿ. ಶೆಟ್ಟಿ ಉದ್ಘಾಟಿಸಿದರು. ಈ ಸಂದರ್ಭದಲ್ಲಿ ಶ್ರೀನಿವಾಸ ರಾವ್, ರಾಜಪ್ರಶಾಂತ್, ಪ್ರಭಾಕರ ಕೆ., ಬೆಳ್ತಂಗಡಿ ಸಂಜೀವ ಹಾಗೂ ಪವಿತ್ರ ಸುನೀಲ್ ಮೊದಲಾದವರು ಉಪಸ್ಥಿತರಿದ್ದರು. [213, 299, 586, 338]
ramakrishna-body-right: ರಾಮಕೃಷ್ಣ ಮಠ, ರಾಮಕೃಷ್ಣ ಮಿಷನ್, ಸ್ವಚ್ಛ ಮಂಗಳೂರು ಪ್ರತಿಷ್ಠಾನದ ವತಿಯಿಂದ ನಡೆದ ಧಾರ್ಮಿಕ ತ್ಯಾಜ್ಯ ವಿಲೇವಾರಿ ‘ವಿಸರ್ಜನೆ’ ಅಭಿಯಾನದಲ್ಲಿ ಸಂಗ್ರಹಗೊಂಡ ಹಳೆಯ ದೇವರ ಫೋಟೋಗಳು, ವಿಗ್ರಹಗಳು ಹಾಗೂ ಪೂಜಾ ಸಾಮಗ್ರಿಗಳನ್ನು ಸಂಸ್ಕರಿಸಿ ಪಡೆದ ಬೆಳ್ಳಿ, ತಾಮ್ರ ಮತ್ತು ಹಿತ್ತಾಳೆಯ ಲೋಹಗಳನ್ನು ಕದ್ರಿ ಶ್ರೀ ಮಂಜುನಾಥ ದೇವಸ್ಥಾನಕ್ಕೆ ಸಮರ್ಪಿಸಲಾಯಿತು. ಅಭಿಯಾನದಲ್ಲಿ ನಗರದ ನೂರಾರು ಸ್ವಯಂಸೇವಕರು ಭಾಗವಹಿಸಿದ್ದರು. ಮನೆ ಮನೆಗಳಿಂದ ಸಂಗ್ರಹಿಸಿದ ವಸ್ತುಗಳನ್ನು ವಿಂಗಡಿಸಿ ಪರಿಸರಸ್ನೇಹಿ ರೀತಿಯಲ್ಲಿ ವಿಲೇವಾರಿ ಮಾಡಲಾಯಿತು. ಸುಮಾರು 12,500 ಕಿಲೋಗ್ರಾಂ ಧಾರ್ಮಿಕ ತ್ಯಾಜ್ಯ ಸಂಗ್ರಹಗೊಂಡಿದ್ದು, ಅದರಲ್ಲಿ 15,000 ದೇವರ ಫೋಟೋ ಫ್ರೇಮ್‌ಗಳು, ಬಟ್ಟೆ ಹಾಗೂ ಲೋಹದ ವಸ್ತುಗಳು ಸೇರಿವೆ. ಸ್ವಾಮೀಜಿಯವರು ಮಾತನಾಡಿ, ಧಾರ್ಮಿಕ ವಸ್ತುಗಳನ್ನು ನದಿ, ಕೆರೆಗಳಿಗೆ ಎಸೆಯುವ ಬದಲು ಇಂತಹ ಅಭಿಯಾನಗಳಲ್ಲಿ ನೀಡಬೇಕು ಎಂದು ಮನವಿ ಮಾಡಿದರು. ದೇವಸ್ಥಾನದ ಆಡಳಿತ ಮಂಡಳಿ ಸದಸ್ಯರು ಲೋಹಗಳನ್ನು ಸ್ವೀಕರಿಸಿದರು. ಈ ಲೋಹಗಳನ್ನು ದೇವಸ್ಥಾನದ ಜೀರ್ಣೋದ್ಧಾರ ಕಾರ್ಯಕ್ಕೆ ಬಳಸಲಾಗುವುದು. ಸಂಸ್ಕರಣೆಯಿಂದ ಬೆಳ್ಳಿ (500 ಕೆಜಿ), ತಾಮ್ರ (500 ಕೆಜಿ), ಹಿತ್ತಾಳೆ (300 ಕೆಜಿ) ಲಭಿಸಿದೆ. ಮರದ ವಸ್ತುಗಳು (2500 ಕೆಜಿ), ಕಾಗದ (1200 ಕೆಜಿ), ಗಾಜು (800 ಕೆಜಿ) ಹಾಗೂ ಪ್ಲಾಸ್ಟಿಕ್ (700 ಕೆಜಿ) ಪ್ರತ್ಯೇಕವಾಗಿ ವಿಲೇವಾರಿ ಮಾಡಲಾಗಿದೆ. ಈ ಸಂದರ್ಭದಲ್ಲಿ ದೇವಸ್ಥಾನದ ಆಡಳಿತಾಧಿಕಾರಿ, ಅರ್ಚಕರು, ರಾಮಕೃಷ್ಣ ಮಠದ ಸ್ವಾಮೀಜಿಗಳು ಹಾಗೂ ಸ್ವಯಂಸೇವಕರು ಉಪಸ್ಥಿತರಿದ್ದರು. ರಂಜನ್ ಬೆಳ್ಳರ್ಪಾಡಿ, ಕಿಶೋರ್ ಕುಮಾರ್ ಮೊದಲಾದವರು ಅಭಿಯಾನದ ಯಶಸ್ಸಿಗೆ ಶ್ರಮಿಸಿದರು. [775, 1240, 921, 1413]
ramakrishna-body-left: ಮಂಗಳೂರು: ರಾಮಕೃಷ್ಣ ಮಠ, ರಾಮಕೃಷ್ಣ ಮಿಷನ್, ಸ್ವಚ್ಛ ಮಂಗಳೂರು ಪ್ರತಿಷ್ಠಾನದ ವತಿಯಿಂದ ನಡೆದ ಧಾರ್ಮಿಕ ತ್ಯಾಜ್ಯ ವಿಲೇವಾರಿ ‘ವಿಸರ್ಜನೆ’ ಅಭಿಯಾನದಲ್ಲಿ ಸಂಗ್ರಹಗೊಂಡ ಹಳೆಯ ದೇವರ ಫೋಟೋಗಳು, ವಿಗ್ರಹಗಳು ಹಾಗೂ ಪೂಜಾ ಸಾಮಗ್ರಿಗಳನ್ನು ಸಂಸ್ಕರಿಸಿ ಪಡೆದ ಬೆಳ್ಳಿ, ತಾಮ್ರ ಮತ್ತು ಹಿತ್ತಾಳೆಯ ಲೋಹಗಳನ್ನು ಕದ್ರಿ ಶ್ರೀ ಮಂಜುನಾಥ ದೇವಸ್ಥಾನಕ್ಕೆ ಸಮರ್ಪಿಸಲಾಯಿತು. ಅಭಿಯಾನದಲ್ಲಿ ನಗರದ ನೂರಾರು ಸ್ವಯಂಸೇವಕರು ಭಾಗವಹಿಸಿದ್ದರು. ಮನೆ ಮನೆಗಳಿಂದ ಸಂಗ್ರಹಿಸಿದ ವಸ್ತುಗಳನ್ನು ವಿಂಗಡಿಸಿ ಪರಿಸರಸ್ನೇಹಿ ರೀತಿಯಲ್ಲಿ ವಿಲೇವಾರಿ ಮಾಡಲಾಯಿತು. ಸುಮಾರು 12,500 ಕಿಲೋಗ್ರಾಂ ಧಾರ್ಮಿಕ ತ್ಯಾಜ್ಯ ಸಂಗ್ರಹಗೊಂಡಿದ್ದು, ಅದರಲ್ಲಿ 15,000 ದೇವರ ಫೋಟೋ ಫ್ರೇಮ್‌ಗಳು, ಬಟ್ಟೆ ಹಾಗೂ ಲೋಹದ ವಸ್ತುಗಳು ಸೇರಿವೆ. ಸ್ವಾಮೀಜಿಯವರು ಮಾತನಾಡಿ, ಧಾರ್ಮಿಕ ವಸ್ತುಗಳನ್ನು ನದಿ, ಕೆರೆಗಳಿಗೆ ಎಸೆಯುವ ಬದಲು ಇಂತಹ ಅಭಿಯಾನಗಳಲ್ಲಿ ನೀಡಬೇಕು ಎಂದು ಮನವಿ ಮಾಡಿದರು. ದೇವಸ್ಥಾನದ ಆಡಳಿತ ಮಂಡಳಿ ಸದಸ್ಯರು ಲೋಹಗಳನ್ನು ಸ್ವೀಕರಿಸಿದರು. ಈ ಲೋಹಗಳನ್ನು ದೇವಸ್ಥಾನದ ಜೀರ್ಣೋದ್ಧಾರ ಕಾರ್ಯಕ್ಕೆ ಬಳಸಲಾಗುವುದು. ಸಂಸ್ಕರಣೆಯಿಂದ ಬೆಳ್ಳಿ (500 ಕೆಜಿ), ತಾಮ್ರ (500 ಕೆಜಿ), ಹಿತ್ತಾಳೆ (300 ಕೆಜಿ) ಲಭಿಸಿದೆ. ಮರದ ವಸ್ತುಗಳು (2500 ಕೆಜಿ), ಕಾಗದ (1200 ಕೆಜಿ), ಗಾಜು (800 ಕೆಜಿ) ಹಾಗೂ ಪ್ಲಾಸ್ಟಿಕ್ (700 ಕೆಜಿ) ಪ್ರತ್ಯೇಕವಾಗಿ ವಿಲೇವಾರಿ ಮಾಡಲಾಗಿದೆ. ಈ ಸಂದರ್ಭದಲ್ಲಿ ದೇವಸ್ಥಾನದ ಆಡಳಿತಾಧಿಕಾರಿ, ಅರ್ಚಕರು, ರಾಮಕೃಷ್ಣ ಮಠದ ಸ್ವಾಮೀಜಿಗಳು ಹಾಗೂ ಸ್ವಯಂಸೇವಕರು ಉಪಸ್ಥಿತರಿದ್ದರು. ರಂಜನ್ ಬೆಳ್ಳರ್ಪಾಡಿ, ಕಿಶೋರ್ ಕುಮಾರ್ ಮೊದಲಾದವರು ಅಭಿಯಾನದ ಯಶಸ್ಸಿಗೆ ಶ್ರಮಿಸಿದರು. [28, 1240, 166, 1430]
om-logo-icon: ॐ [44, 38, 66, 60]
